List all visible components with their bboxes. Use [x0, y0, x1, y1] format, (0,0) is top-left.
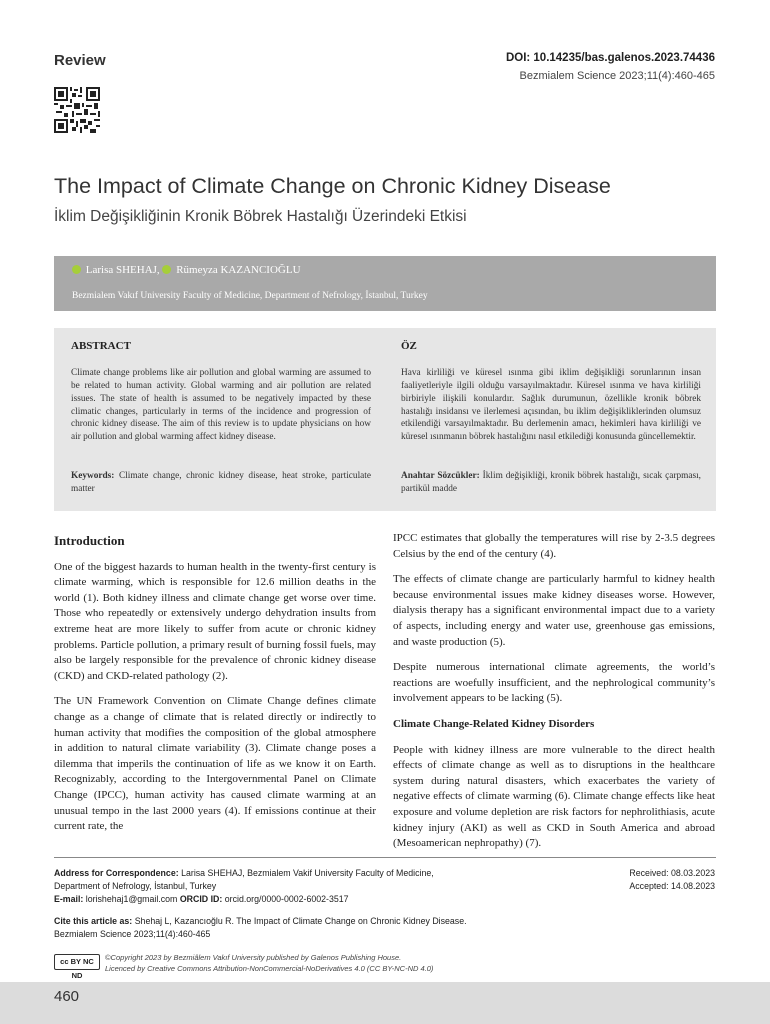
- corr-text: Larisa SHEHAJ, Bezmialem Vakif University Faculty of Medicine,: [181, 868, 434, 878]
- body-right-column: [393, 531, 715, 862]
- cite-label: Cite this article as:: [54, 916, 133, 926]
- introduction-heading: Introduction: [54, 533, 125, 548]
- abstract-text: Climate change problems like air pollution and global warming are assumed to be related to human activity. Global warming and air pollution are related issues. The state of health is assumed to be negatively impacted by these climatic changes, particularly in terms of the incidence and progression of chronic kidney disease. The aim of this review is to update physicians on how air pollution and global warming affect kidney disease.: [71, 368, 371, 443]
- anahtar-text: İklim değişikliği, kronik böbrek hastalığı, sıcak çarpması, partikül madde: [401, 471, 702, 494]
- copyright-line: ©Copyright 2023 by Bezmiâlem Vakıf University published by Galenos Publishing House.: [105, 953, 402, 962]
- journal-reference: Bezmialem Science 2023;11(4):460-465: [519, 70, 715, 82]
- abstract-keywords: [71, 470, 371, 496]
- abstract-heading: ABSTRACT: [71, 340, 131, 352]
- keywords-text: Climate change, chronic kidney disease, heat stroke, particulate matter: [71, 471, 372, 494]
- orcid-icon[interactable]: [162, 265, 171, 274]
- correspondence: [54, 867, 434, 906]
- orcid-label: ORCID ID:: [179, 894, 223, 904]
- orcid-link[interactable]: orcid.org/0000-0002-6002-3517: [224, 894, 349, 904]
- section-label: Review: [54, 52, 106, 69]
- keywords-label: Keywords:: [71, 471, 115, 481]
- paragraph: One of the biggest hazards to human health in the twenty-first century is climate warming, which is responsible for 12.6 million deaths in the world (1). Both kidney illness and climate change get worse over time. Those who repeatedly or extensively undergo dehydration insults from extreme heat are more likely to suffer from acute or chronic kidney problems. Particle pollution, a primary result of burning fossil fuels, may also be largely responsible for the prevalence of chronic kidney disease (CKD) and CKD-related pathology (2).: [54, 560, 376, 682]
- received-date: Received: 08.03.2023: [629, 868, 715, 878]
- affiliation: Bezmialem Vakıf University Faculty of Medicine, Department of Nefrology, İstanbul, Turkey: [72, 291, 428, 301]
- orcid-icon[interactable]: [72, 265, 81, 274]
- article-title-turkish: İklim Değişikliğinin Kronik Böbrek Hastalığı Üzerindeki Etkisi: [54, 208, 467, 225]
- oz-keywords: [401, 470, 701, 496]
- citation: [54, 915, 467, 941]
- dates: [629, 867, 715, 893]
- paragraph: People with kidney illness are more vulnerable to the direct health effects of climate change as well as to disruptions in the healthcare system during natural disasters, which exacerbates the variety of negative effects of climate warming (6). Climate change effects like heat exposure and volume depletion are risk factors for nephrolithiasis, acute kidney injury (AKI) as well as CKD in South America and abroad (Mesoamerican nephropathy) (7).: [393, 743, 715, 850]
- paragraph: Despite numerous international climate agreements, the world’s reactions are woefully insufficient, and the nephrological community’s involvement appears to be lacking (5).: [393, 661, 715, 705]
- oz-text: Hava kirliliği ve küresel ısınma gibi iklim değişikliği sorunlarının insan faaliyetleriyle ilgili olduğu varsayılmaktadır. Küresel ısınma ve hava kirliliği birbiriyle ilişkili konulardır. Sağlık durumunun, özellikle kronik böbrek hastalığı insidansı ve ilerlemesi açısından, bu iklim değişikliklerinden olumsuz etkilendiği varsayılmaktadır. Bu derlemenin amacı, hekimleri hava kirliliği ve küresel ısınmanın böbrek hastalığını nasıl etkilediği konusunda güncellemektir.: [401, 368, 701, 443]
- cc-license-icon[interactable]: cc BY NC ND: [54, 954, 100, 970]
- article-title: The Impact of Climate Change on Chronic Kidney Disease: [54, 174, 611, 198]
- body-left-column: [54, 531, 376, 845]
- license-line: Licenced by Creative Commons Attribution-NonCommercial-NoDerivatives 4.0 (CC BY-NC-ND 4.0): [105, 964, 434, 973]
- footer-divider: [54, 857, 716, 858]
- paragraph: The effects of climate change are particularly harmful to kidney health because environmental issues make kidney diseases worse. However, dialysis therapy has a significant environmental impact due to a variety of aspects, including energy and water use, greenhouse gas emissions, and waste production (5).: [393, 573, 715, 648]
- oz-heading: ÖZ: [401, 340, 417, 352]
- subsection-heading: Climate Change-Related Kidney Disorders: [393, 717, 595, 730]
- doi[interactable]: DOI: 10.14235/bas.galenos.2023.74436: [505, 52, 715, 64]
- abstract-box: [54, 328, 716, 511]
- corr-label: Address for Correspondence:: [54, 868, 179, 878]
- cite-text: Shehaj L, Kazancıoğlu R. The Impact of Climate Change on Chronic Kidney Disease.: [134, 916, 467, 926]
- email-link[interactable]: lorishehaj1@gmail.com: [85, 894, 178, 904]
- email-label: E-mail:: [54, 894, 84, 904]
- qr-code-icon: [54, 87, 100, 133]
- paragraph: IPCC estimates that globally the temperatures will rise by 2-3.5 degrees Celsius by the end of the century (4).: [393, 532, 715, 560]
- author-name: Larisa SHEHAJ,: [85, 264, 160, 276]
- cite-line2: Bezmialem Science 2023;11(4):460-465: [54, 929, 211, 939]
- paragraph: The UN Framework Convention on Climate Change defines climate change as a change of climate that is related directly or indirectly to human activity that modifies the composition of the global atmosphere in addition to natural climate variability (3). Climate change poses a dilemma that imperils the continuation of life as we know it on Earth. Recognizably, according to the Intergovernmental Panel on Climate Change (IPCC), human activity has caused climate warming at an unusual tempo in the last 2000 years (4). If emissions continue at their current rate, the: [54, 695, 376, 833]
- corr-line2: Department of Nefrology, İstanbul, Turkey: [54, 881, 217, 891]
- author-box: [54, 256, 716, 311]
- anahtar-label: Anahtar Sözcükler:: [401, 471, 480, 481]
- authors-line: [72, 264, 301, 276]
- accepted-date: Accepted: 14.08.2023: [629, 881, 715, 891]
- page-number: 460: [54, 988, 80, 1005]
- author-name: Rümeyza KAZANCIOĞLU: [176, 264, 301, 276]
- license-text: [105, 952, 433, 974]
- page-footer-band: [0, 982, 770, 1024]
